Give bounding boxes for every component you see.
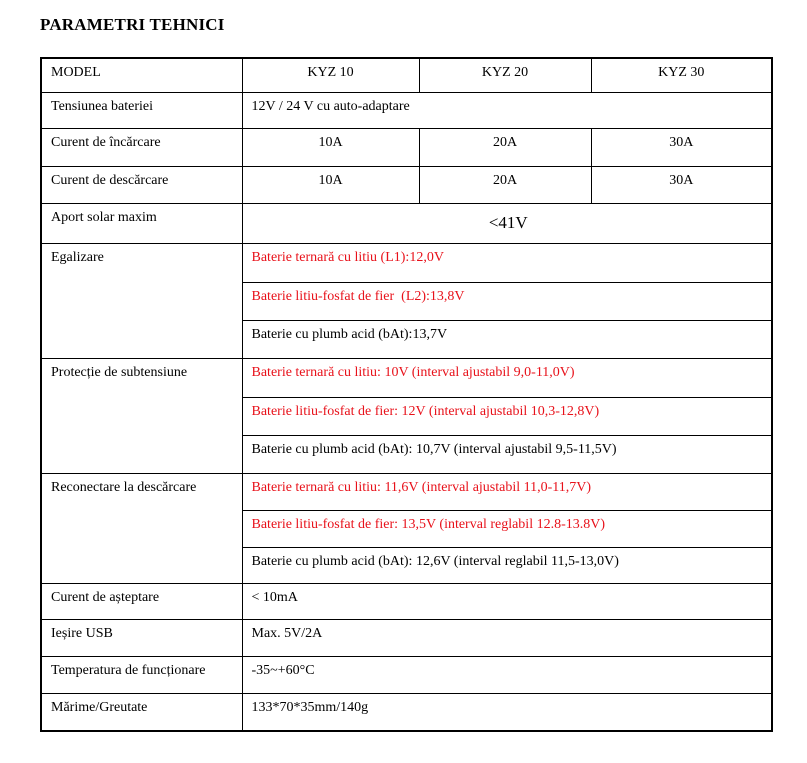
header-model-kyz20: KYZ 20 [419,58,591,92]
table-row-usb-output [41,619,772,656]
row-label: Mărime/Greutate [41,693,242,731]
row-value-lifepo4: Baterie litiu-fosfat de fier: 13,5V (interval reglabil 12.8-13.8V) [242,510,772,547]
row-label-undervoltage-protection: Protecție de subtensiune [41,358,242,473]
header-model-label: MODEL [41,58,242,92]
row-label: Ieșire USB [41,619,242,656]
row-label-discharge-reconnect: Reconectare la descărcare [41,473,242,583]
row-value-kyz20: 20A [419,128,591,166]
row-value-lifepo4: Baterie litiu-fosfat de fier (L2):13,8V [242,282,772,320]
row-value-lead-acid: Baterie cu plumb acid (bAt): 10,7V (interval ajustabil 9,5-11,5V) [242,435,772,473]
row-value-kyz20: 20A [419,166,591,203]
row-label: Curent de descărcare [41,166,242,203]
row-value: < 10mA [242,583,772,619]
table-row-standby-current [41,583,772,619]
table-row-equalization-li-ternary [41,243,772,282]
table-row-size-weight [41,693,772,731]
row-value-kyz30: 30A [591,128,772,166]
table-row-charge-current [41,128,772,166]
row-value: 133*70*35mm/140g [242,693,772,731]
table-row-reconnect-li-ternary [41,473,772,510]
table-row-undervoltage-li-ternary [41,358,772,397]
row-value-lifepo4: Baterie litiu-fosfat de fier: 12V (interval ajustabil 10,3-12,8V) [242,397,772,435]
row-value-lead-acid: Baterie cu plumb acid (bAt):13,7V [242,320,772,358]
table-row-max-solar-input [41,203,772,243]
table-row-battery-voltage [41,92,772,128]
row-value: 12V / 24 V cu auto-adaptare [242,92,772,128]
row-label: Curent de încărcare [41,128,242,166]
header-model-kyz30: KYZ 30 [591,58,772,92]
row-label: Temperatura de funcționare [41,656,242,693]
row-value-lead-acid: Baterie cu plumb acid (bAt): 12,6V (interval reglabil 11,5-13,0V) [242,547,772,583]
row-label: Curent de așteptare [41,583,242,619]
page-title: PARAMETRI TEHNICI [40,15,225,34]
table-row-discharge-current [41,166,772,203]
row-value-kyz10: 10A [242,128,419,166]
row-label: Aport solar maxim [41,203,242,243]
row-value: <41V [242,203,772,243]
header-model-kyz10: KYZ 10 [242,58,419,92]
row-value-li-ternary: Baterie ternară cu litiu: 11,6V (interval ajustabil 11,0-11,7V) [242,473,772,510]
row-value: Max. 5V/2A [242,619,772,656]
technical-parameters-table [40,57,773,732]
row-value-li-ternary: Baterie ternară cu litiu: 10V (interval ajustabil 9,0-11,0V) [242,358,772,397]
row-value: -35~+60°C [242,656,772,693]
table-row-operating-temperature [41,656,772,693]
row-value-kyz30: 30A [591,166,772,203]
row-label: Tensiunea bateriei [41,92,242,128]
table-row-header [41,58,772,92]
row-label-equalization: Egalizare [41,243,242,358]
row-value-li-ternary: Baterie ternară cu litiu (L1):12,0V [242,243,772,282]
row-value-kyz10: 10A [242,166,419,203]
